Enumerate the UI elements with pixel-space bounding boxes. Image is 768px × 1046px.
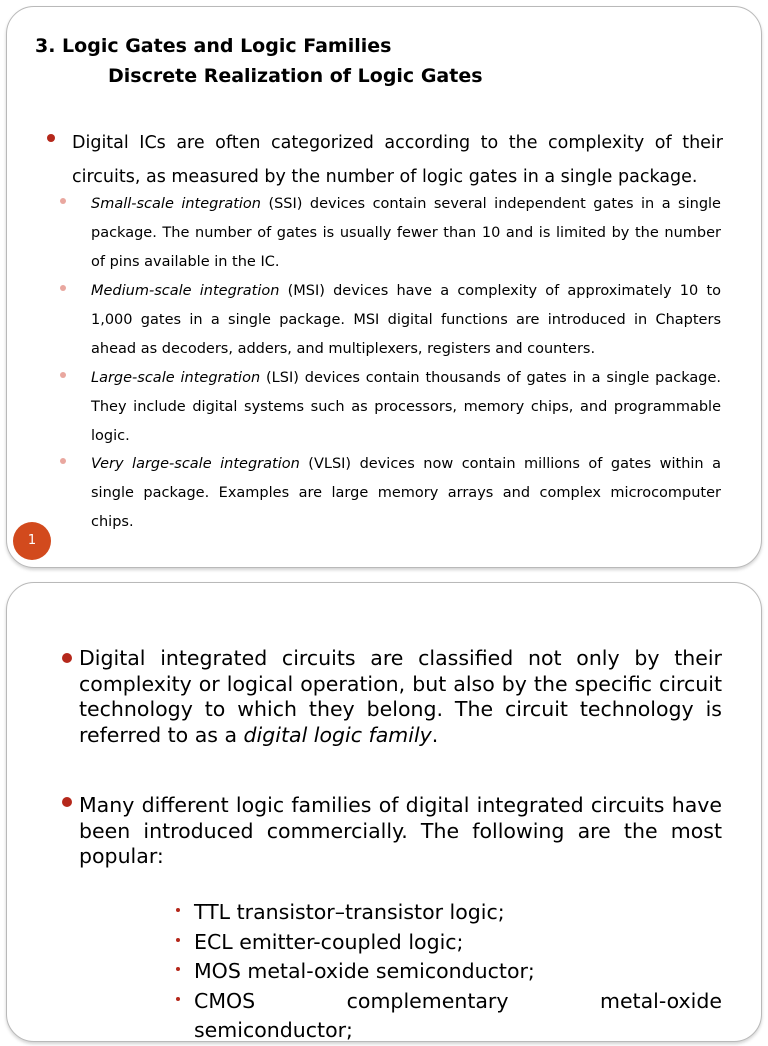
- slide-title: 3. Logic Gates and Logic Families: [35, 35, 392, 57]
- bullet-text: Digital integrated circuits are classified not only by their complexity or logical operation, but also by the specific circuit technology to which they belong. The circuit technology is referred to as a: [79, 646, 722, 747]
- sub-bullet-icon: [176, 908, 180, 912]
- sub-bullet-icon: [60, 198, 66, 204]
- term: Large-scale integration: [91, 370, 261, 386]
- family-ttl: TTL transistor–transistor logic;: [194, 900, 505, 924]
- sub-bullet-ssi: [91, 190, 721, 277]
- term: Small-scale integration: [91, 196, 261, 212]
- family-ecl: ECL emitter-coupled logic;: [194, 930, 464, 954]
- term: Very large-scale integration: [91, 456, 300, 472]
- sub-bullet-icon: [60, 372, 66, 378]
- bullet-icon: [62, 653, 72, 663]
- sub-bullet-icon: [60, 285, 66, 291]
- emphasis-text: digital logic family: [243, 722, 432, 747]
- slide-1: [6, 6, 762, 568]
- bullet-text-end: .: [431, 722, 439, 747]
- sub-bullet-lsi: [91, 364, 721, 451]
- bullet-logic-family: [79, 646, 722, 748]
- term: Medium-scale integration: [91, 283, 280, 299]
- sub-bullet-msi: [91, 277, 721, 364]
- sub-bullet-text: (LSI) devices contain thousands of gates in a single package. They include digital systems such as processors, memory chips, and programmable logic.: [91, 370, 722, 444]
- family-cmos: CMOS complementary metal-oxide: [194, 989, 722, 1013]
- page-number-badge: 1: [13, 522, 51, 560]
- sub-bullet-icon: [176, 938, 180, 942]
- bullet-icon: [62, 797, 72, 807]
- sub-bullet-icon: [176, 997, 180, 1001]
- slide-subtitle: Discrete Realization of Logic Gates: [108, 65, 483, 87]
- sub-bullet-text: (VLSI) devices now contain millions of gates within a single package. Examples are large memory arrays and complex microcomputer chips.: [91, 456, 721, 530]
- family-cmos-cont: semiconductor;: [194, 1018, 353, 1042]
- sub-bullet-icon: [176, 967, 180, 971]
- family-mos: MOS metal-oxide semiconductor;: [194, 959, 535, 983]
- sub-bullet-vlsi: [91, 450, 721, 537]
- slide-2: [6, 582, 762, 1042]
- sub-bullet-text: (SSI) devices contain several independent gates in a single package. The number of gates is usually fewer than 10 and is limited by the number of pins available in the IC.: [91, 196, 721, 270]
- sub-bullet-icon: [60, 458, 66, 464]
- bullet-icon: [47, 134, 55, 142]
- sub-bullet-text: (MSI) devices have a complexity of approximately 10 to 1,000 gates in a single package. MSI digital functions are introduced in Chapters ahead as decoders, adders, and multiplexers, registers and counters.: [91, 283, 721, 357]
- main-bullet-text: Digital ICs are often categorized according to the complexity of their circuits, as measured by the number of logic gates in a single package.: [72, 133, 723, 187]
- bullet-popular-families: Many different logic families of digital integrated circuits have been introduced commercially. The following are the most popular:: [79, 793, 722, 868]
